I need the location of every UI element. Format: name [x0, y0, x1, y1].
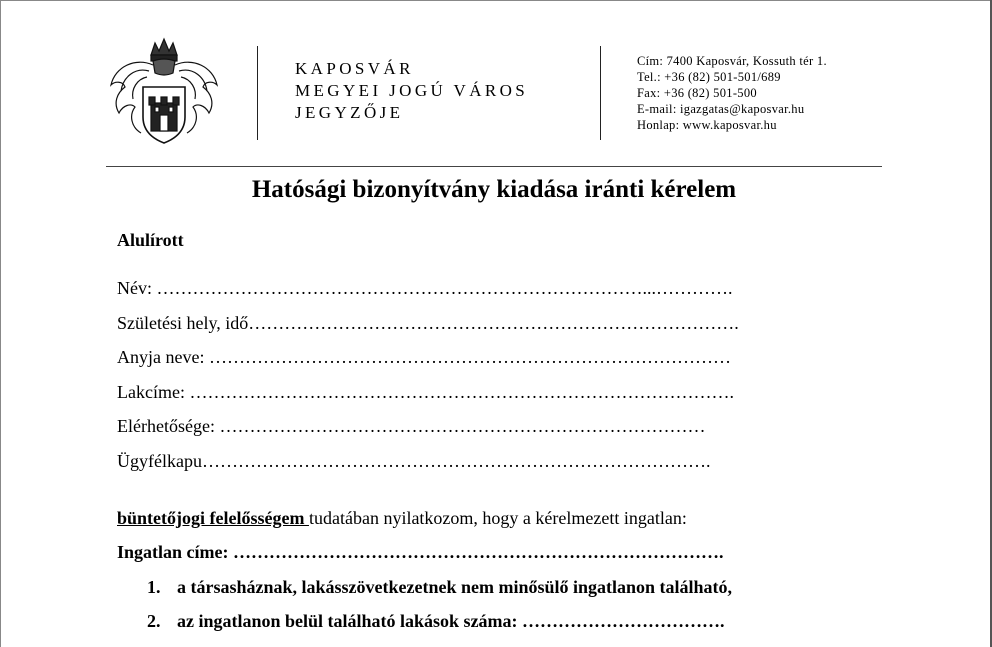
intro-label: Alulírott — [117, 230, 184, 250]
list-item — [147, 577, 732, 598]
contact-fax: Fax: +36 (82) 501-500 — [637, 86, 757, 100]
declaration-text — [117, 508, 687, 529]
issuer-line: KAPOSVÁR — [295, 59, 414, 78]
list-number: 1. — [147, 577, 161, 597]
field-mother-name: Anyja neve: …………………………………………………………………………… — [117, 347, 731, 367]
property-address-field: Ingatlan címe: ………………………………………………………………………. — [117, 542, 724, 562]
field-contact: Elérhetősége: ……………………………………………………………………… — [117, 416, 706, 436]
document-title: Hatósági bizonyítvány kiadása iránti kérelem — [251, 176, 737, 203]
issuer-name — [295, 58, 528, 124]
contact-email: E-mail: igazgatas@kaposvar.hu — [637, 102, 805, 116]
declaration-emphasis: büntetőjogi felelősségem — [117, 508, 309, 528]
list-text: a társasháznak, lakásszövetkezetnek nem minősülő ingatlanon található, — [177, 577, 733, 597]
coat-of-arms-logo — [105, 37, 223, 145]
field-birth: Születési hely, idő………………………………………………………………………. — [117, 313, 739, 333]
window-frame-top — [0, 0, 992, 1]
contact-website: Honlap: www.kaposvar.hu — [637, 118, 777, 132]
contact-block — [637, 53, 827, 133]
field-client-gate: Ügyfélkapu…………………………………………………………………………. — [117, 451, 711, 471]
header-divider-left — [257, 46, 258, 140]
list-text: az ingatlanon belül található lakások száma: ……………………………. — [177, 611, 725, 631]
field-name: Név: ………………………………………………………………………...…………. — [117, 278, 733, 298]
header-rule — [106, 166, 882, 167]
issuer-line: JEGYZŐJE — [295, 103, 404, 122]
contact-address: Cím: 7400 Kaposvár, Kossuth tér 1. — [637, 54, 827, 68]
list-number: 2. — [147, 611, 161, 631]
contact-phone: Tel.: +36 (82) 501-501/689 — [637, 70, 781, 84]
header-divider-right — [600, 46, 601, 140]
field-address: Lakcíme: ………………………………………………………………………………. — [117, 382, 734, 402]
list-item — [147, 611, 725, 632]
window-frame-left — [0, 0, 1, 647]
declaration-rest: tudatában nyilatkozom, hogy a kérelmezett ingatlan: — [308, 508, 687, 528]
issuer-line: MEGYEI JOGÚ VÁROS — [295, 81, 529, 100]
